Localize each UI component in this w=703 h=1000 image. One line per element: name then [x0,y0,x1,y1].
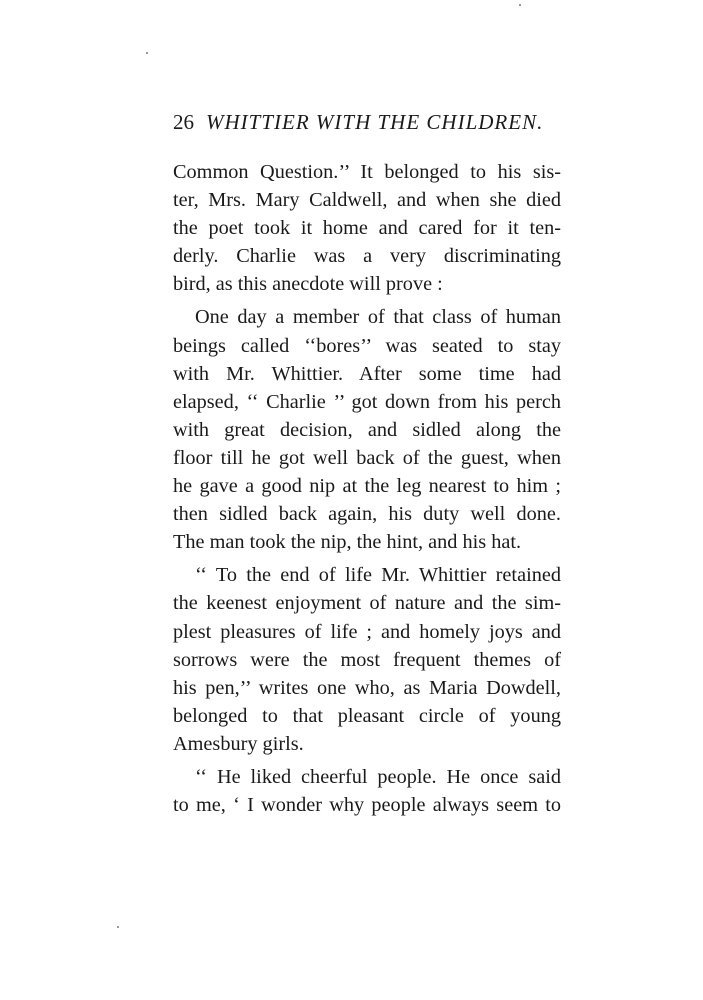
text-line: ter, Mrs. Mary Caldwell, and when she died [173,189,561,212]
print-speck [519,4,521,6]
text-line: plest pleasures of life ; and homely joys and [173,620,561,643]
text-line: The man took the nip, the hint, and his hat. [173,531,522,554]
paragraph [173,561,561,758]
text-line: the keenest enjoyment of nature and the sim- [173,592,561,615]
print-speck [146,52,148,54]
text-line: ‘‘ To the end of life Mr. Whittier retained [195,564,561,587]
text-line: with great decision, and sidled along the [173,418,561,441]
text-line: floor till he got well back of the guest, when [173,446,561,469]
text-line: then sidled back again, his duty well done. [173,503,561,526]
text-line: bird, as this anecdote will prove : [173,273,443,296]
page-header [173,108,563,136]
text-line: belonged to that pleasant circle of young [173,704,561,727]
text-line: his pen,’’ writes one who, as Maria Dowdell, [173,676,561,699]
text-line: Amesbury girls. [173,732,304,755]
text-line: sorrows were the most frequent themes of [173,648,561,671]
text-line: to me, ‘ I wonder why people always seem to [173,794,561,817]
body-text [173,158,561,819]
print-speck [117,926,119,928]
text-line: he gave a good nip at the leg nearest to him ; [173,475,561,498]
text-line: elapsed, ‘‘ Charlie ’’ got down from his perch [173,390,561,413]
text-line: ‘‘ He liked cheerful people. He once said [195,765,561,788]
running-head: WHITTIER WITH THE CHILDREN. [206,110,544,134]
text-line: derly. Charlie was a very discriminating [173,245,561,268]
text-line: One day a member of that class of human [195,306,561,329]
text-line: the poet took it home and cared for it ten- [173,217,561,240]
paragraph [173,158,561,298]
paragraph [173,303,561,556]
text-line: with Mr. Whittier. After some time had [173,362,561,385]
text-line: beings called ‘‘bores’’ was seated to stay [173,334,561,357]
page-number: 26 [173,110,194,134]
text-line: Common Question.’’ It belonged to his sis- [173,161,561,183]
paragraph [173,763,561,819]
